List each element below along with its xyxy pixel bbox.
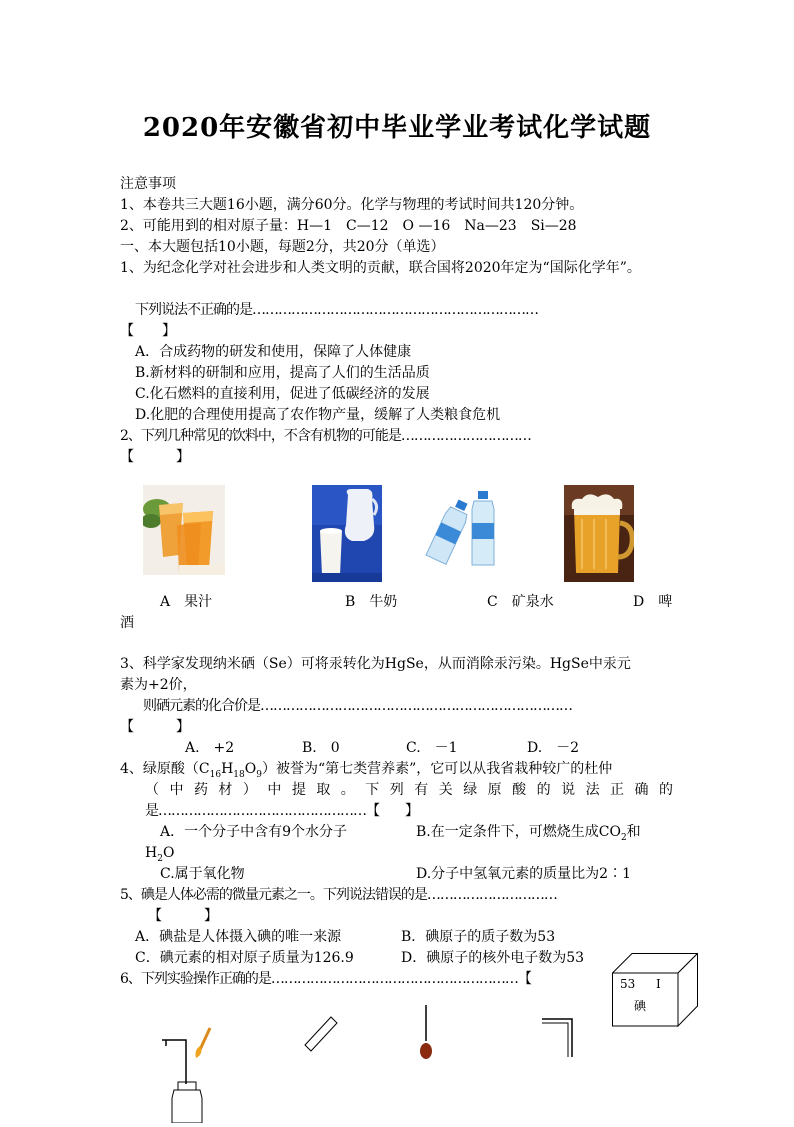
q4-stem-line1: 4、绿原酸$(C_{16}H_{18}O_9)$被誉为“第七类营养素”，它可以从我省栽种较广的杜仲	[120, 761, 613, 780]
q3-option-a: A. +2	[185, 740, 235, 756]
milk-image	[312, 485, 382, 582]
q5-answer-bracket: 【 】	[148, 908, 218, 924]
q2-option-c: C 矿泉水	[487, 594, 554, 610]
mineral-water-image	[422, 487, 502, 569]
notes-heading: 注意事项	[120, 176, 176, 192]
q3-stem-line1: 3、科学家发现纳米硒（Se）可将汞转化为HgSe，从而消除汞污染。HgSe中汞元	[120, 656, 631, 672]
q2-stem: 2、下列几种常见的饮料中，不含有机物的可能是…………………………	[120, 428, 531, 444]
element-name: 碘	[634, 999, 647, 1013]
q1-option-b: B.新材料的研制和应用，提高了人们的生活品质	[135, 365, 430, 381]
notes-item-2: 2、可能用到的相对原子量：H—1 C—12 O —16 Na—23 Si—28	[120, 218, 577, 234]
section-1-heading: 一、本大题包括10小题，每题2分，共20分（单选）	[120, 239, 445, 255]
exam-title: 2020年安徽省初中毕业学业考试化学试题	[142, 113, 652, 143]
q2-option-d-wrap: 酒	[120, 615, 134, 631]
q4-stem-line2: （中药材）中提取。下列有关绿原酸的说法正确的	[145, 782, 673, 798]
q1-answer-bracket: 【 】	[120, 323, 176, 339]
element-atomic-number: 53	[620, 977, 636, 991]
q1-stem-line1: 1、为纪念化学对社会进步和人类文明的贡献，联合国将2020年定为“国际化学年”。	[120, 260, 641, 276]
q1-option-a: A．合成药物的研发和使用，保障了人体健康	[135, 344, 412, 360]
q2-option-b: B 牛奶	[345, 594, 398, 610]
glass-rod-image	[303, 1015, 339, 1053]
q5-stem: 5、碘是人体必需的微量元素之一。下列说法错误的是…………………………	[120, 887, 557, 903]
q5-option-c: C．碘元素的相对原子质量为126.9	[135, 950, 354, 966]
q5-option-d: D．碘原子的核外电子数为53	[401, 950, 585, 966]
notes-item-1: 1、本卷共三大题16小题，满分60分。化学与物理的考试时间共120分钟。	[120, 197, 584, 213]
q1-option-c: C.化石燃料的直接利用，促进了低碳经济的发展	[135, 386, 430, 402]
element-symbol: I	[656, 977, 661, 991]
q3-answer-bracket: 【 】	[120, 719, 190, 735]
gas-bottle-apparatus-image	[158, 1024, 218, 1123]
q3-option-b: B. 0	[302, 740, 340, 756]
q1-option-d: D.化肥的合理使用提高了农作物产量，缓解了人类粮食危机	[135, 407, 501, 423]
iodine-element-card	[612, 953, 698, 1027]
q4-stem-line3: 是…………………………………………【 】	[145, 803, 418, 819]
q4-option-d: D.分子中氢氧元素的质量比为2∶1	[416, 866, 631, 882]
dropper-image	[416, 1003, 436, 1061]
q5-option-b: B．碘原子的质子数为53	[401, 929, 556, 945]
q3-stem-line2: 素为+2价，	[120, 677, 197, 693]
q4-option-b-wrap: $H_2O$	[145, 845, 175, 864]
q5-option-a: A．碘盐是人体摄入碘的唯一来源	[135, 929, 342, 945]
q4-option-b: B.在一定条件下，可燃烧生成$CO_2$和	[416, 824, 641, 843]
q3-option-d: D. －2	[527, 740, 580, 756]
q2-option-a: A 果汁	[160, 594, 213, 610]
juice-image	[143, 485, 225, 575]
q6-stem: 6、下列实验操作正确的是…………………………………………………【	[120, 971, 531, 987]
q4-option-a: A．一个分子中含有9个水分子	[160, 824, 348, 840]
q1-stem-line2: 下列说法不正确的是…………………………………………………………	[135, 302, 538, 318]
q3-option-c: C. －1	[406, 740, 458, 756]
beer-image	[564, 485, 634, 582]
q4-option-c: C.属于氧化物	[160, 866, 245, 882]
q2-option-d: D 啤	[633, 594, 673, 610]
q3-stem-line3: 则硒元素的化合价是………………………………………………………………	[143, 698, 572, 714]
q2-answer-bracket: 【 】	[120, 449, 190, 465]
bent-tube-image	[540, 1015, 578, 1059]
